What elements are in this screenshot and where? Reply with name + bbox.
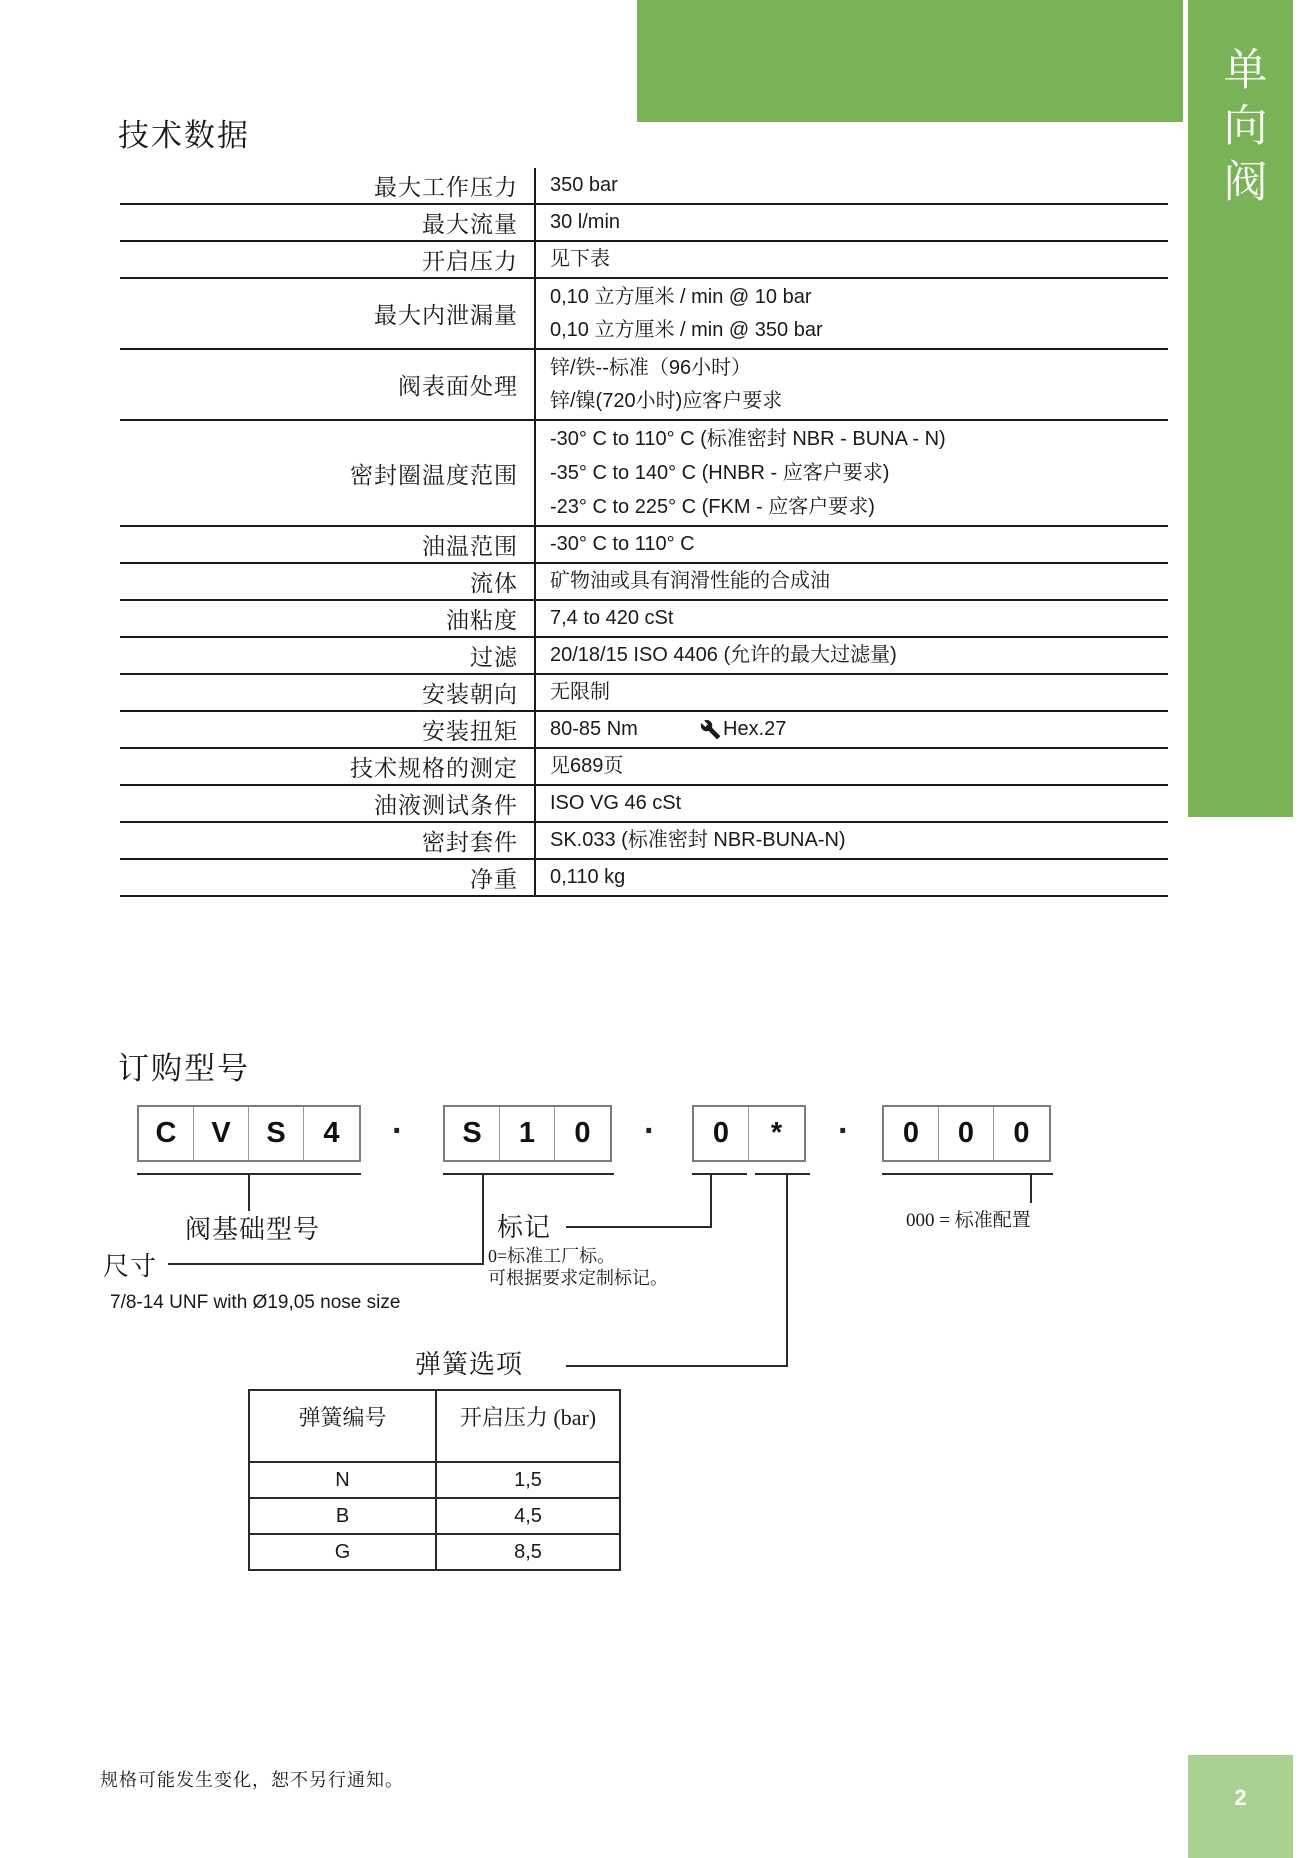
tech-data-heading: 技术数据 <box>118 118 250 153</box>
hex-size-value: Hex.27 <box>723 718 787 740</box>
spring-code: B <box>249 1498 436 1534</box>
note-size-thread: 7/8-14 UNF with Ø19,05 nose size <box>110 1292 401 1313</box>
table-row <box>120 242 1168 279</box>
row-label: 密封圈温度范围 <box>120 421 536 525</box>
table-row <box>120 786 1168 823</box>
code-cell: S <box>445 1107 500 1160</box>
code-cell: 0 <box>884 1107 939 1160</box>
code-separator-dot: · <box>838 1112 850 1150</box>
code-cell: 0 <box>1013 1117 1030 1149</box>
spring-col-header: 开启压力 (bar) <box>436 1390 620 1462</box>
row-value: 无限制 <box>550 681 610 703</box>
code-separator-dot: · <box>644 1112 656 1150</box>
spring-table-row <box>249 1534 620 1570</box>
row-value: -23° C to 225° C (FKM - 应客户要求) <box>550 496 875 518</box>
code-cell: 0 <box>939 1107 994 1160</box>
connector-line <box>566 1226 712 1228</box>
model-code-group-size <box>443 1105 612 1162</box>
row-value: 矿物油或具有润滑性能的合成油 <box>550 570 830 592</box>
wrench-icon <box>700 719 721 740</box>
row-label: 过滤 <box>120 638 536 673</box>
row-label: 密封套件 <box>120 823 536 858</box>
row-value: 见689页 <box>550 755 624 777</box>
spring-options-table <box>248 1389 621 1571</box>
table-row <box>120 205 1168 242</box>
code-cell: V <box>194 1107 249 1160</box>
label-marking: 标记 <box>497 1213 552 1242</box>
table-row <box>120 638 1168 675</box>
sidebar-vertical-label: 单向阀 <box>1216 46 1266 214</box>
row-value: 锌/铁--标准（96小时） <box>550 356 752 379</box>
code-cell: 0 <box>574 1117 591 1149</box>
row-label: 安装朝向 <box>120 675 536 710</box>
code-cell: * <box>770 1117 783 1149</box>
code-cell: C <box>139 1107 194 1160</box>
note-marking-2: 可根据要求定制标记。 <box>488 1268 668 1288</box>
spring-pressure: 4,5 <box>436 1498 620 1534</box>
spring-pressure: 1,5 <box>436 1462 620 1498</box>
spring-code: G <box>249 1534 436 1570</box>
spring-pressure: 8,5 <box>436 1534 620 1570</box>
connector-line <box>566 1365 788 1367</box>
row-value: 7,4 to 420 cSt <box>550 607 674 629</box>
row-label: 最大内泄漏量 <box>120 279 536 348</box>
model-code-group-config <box>882 1105 1051 1162</box>
row-value: SK.033 (标准密封 NBR-BUNA-N) <box>550 829 846 851</box>
right-green-sidebar <box>1188 0 1293 817</box>
connector-line <box>710 1173 712 1228</box>
ordering-code-heading: 订购型号 <box>118 1051 250 1086</box>
row-label: 最大工作压力 <box>120 168 536 203</box>
page-number: 2 <box>1234 1784 1247 1810</box>
row-value: -30° C to 110° C <box>550 533 695 555</box>
spring-code: N <box>249 1462 436 1498</box>
row-label: 阀表面处理 <box>120 350 536 419</box>
row-label: 油液测试条件 <box>120 786 536 821</box>
table-row <box>120 601 1168 638</box>
row-value: 0,10 立方厘米 / min @ 10 bar <box>550 285 812 308</box>
note-marking-1: 0=标准工厂标。 <box>488 1246 616 1266</box>
row-label: 最大流量 <box>120 205 536 240</box>
row-label: 净重 <box>120 860 536 895</box>
tech-data-table <box>120 168 1168 897</box>
label-base-model: 阀基础型号 <box>185 1215 321 1244</box>
row-value: ISO VG 46 cSt <box>550 792 682 814</box>
group-underline <box>692 1173 747 1175</box>
table-row <box>120 860 1168 897</box>
top-green-banner <box>637 0 1183 122</box>
code-cell: 4 <box>323 1117 340 1149</box>
table-row <box>120 421 1168 527</box>
row-value: 20/18/15 ISO 4406 (允许的最大过滤量) <box>550 644 897 666</box>
row-value: -30° C to 110° C (标准密封 NBR - BUNA - N) <box>550 428 946 450</box>
group-underline <box>443 1173 614 1175</box>
row-value: -35° C to 140° C (HNBR - 应客户要求) <box>550 462 890 484</box>
table-row <box>120 564 1168 601</box>
model-code-group-base <box>137 1105 361 1162</box>
spring-table-row <box>249 1462 620 1498</box>
label-spring-options: 弹簧选项 <box>415 1350 524 1379</box>
row-value: 见下表 <box>550 248 610 270</box>
spring-col-header: 弹簧编号 <box>249 1390 436 1462</box>
label-size: 尺寸 <box>103 1252 158 1281</box>
row-label: 油温范围 <box>120 527 536 562</box>
code-cell: 1 <box>500 1107 555 1160</box>
table-row <box>120 749 1168 786</box>
row-label: 安装扭矩 <box>120 712 536 747</box>
table-row <box>120 350 1168 421</box>
row-value: 350 bar <box>550 174 618 196</box>
group-underline <box>755 1173 810 1175</box>
table-row <box>120 823 1168 860</box>
note-standard-config: 000 = 标准配置 <box>906 1210 1031 1231</box>
row-value: 0,10 立方厘米 / min @ 350 bar <box>550 318 823 341</box>
row-value: 锌/镍(720小时)应客户要求 <box>550 389 783 412</box>
model-code-group-marking-spring <box>692 1105 806 1162</box>
row-label: 技术规格的测定 <box>120 749 536 784</box>
group-underline <box>882 1173 1053 1175</box>
spring-table-header <box>249 1390 620 1462</box>
spring-table-row <box>249 1498 620 1534</box>
page-number-badge <box>1188 1755 1293 1858</box>
connector-line <box>482 1173 484 1265</box>
table-row <box>120 527 1168 564</box>
torque-value: 80-85 Nm <box>550 718 638 740</box>
table-row <box>120 675 1168 712</box>
row-label: 开启压力 <box>120 242 536 277</box>
code-cell: 0 <box>694 1107 749 1160</box>
connector-line <box>786 1173 788 1367</box>
row-value: 30 l/min <box>550 211 621 233</box>
connector-line <box>168 1263 484 1265</box>
row-value: 0,110 kg <box>550 866 626 888</box>
code-separator-dot: · <box>392 1112 404 1150</box>
table-row-torque <box>120 712 1168 749</box>
row-label: 流体 <box>120 564 536 599</box>
connector-line <box>248 1173 250 1211</box>
footer-disclaimer: 规格可能发生变化，恕不另行通知。 <box>100 1770 404 1790</box>
row-label: 油粘度 <box>120 601 536 636</box>
connector-line <box>1030 1173 1032 1203</box>
table-row <box>120 168 1168 205</box>
table-row <box>120 279 1168 350</box>
code-cell: S <box>249 1107 304 1160</box>
